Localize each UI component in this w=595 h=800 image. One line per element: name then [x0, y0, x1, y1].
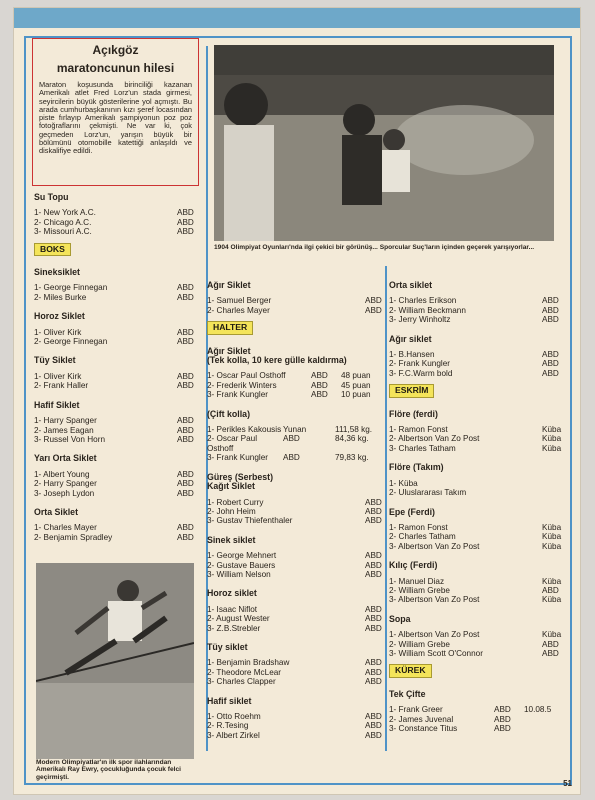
- halter-agir-title: Ağır Siklet: [207, 345, 251, 356]
- orta-title: Orta Siklet: [34, 506, 79, 517]
- result-row: 1- Charles Mayer ABD: [34, 523, 194, 533]
- epe-title: Epe (Ferdi): [389, 506, 435, 517]
- result-row: 3- William Scott O'Connor ABD: [389, 648, 559, 658]
- result-row: 1- Oliver Kirk ABD: [34, 327, 194, 337]
- result-row: 1- Frank Greer ABD 10.08.5: [389, 705, 552, 715]
- gures-title: Güreş (Serbest): [207, 471, 273, 482]
- result-row: 1- Albertson Van Zo Post Küba: [389, 630, 562, 640]
- result-row: 2- Harry Spanger ABD: [34, 479, 194, 489]
- result-row: 2- John Heim ABD: [207, 506, 382, 516]
- result-row: 3- Z.B.Strebler ABD: [207, 623, 382, 633]
- result-row: 2- Charles Mayer ABD: [207, 305, 382, 315]
- agir-title: Ağır siklet: [389, 333, 432, 344]
- result-row: 2- George Finnegan ABD: [34, 337, 194, 347]
- yari-orta-title: Yarı Orta Siklet: [34, 453, 97, 464]
- result-row: 1- Manuel Diaz Küba: [389, 576, 562, 586]
- intro-title-2: maratoncunun hilesi: [56, 61, 175, 75]
- result-row: 2- Frank Haller ABD: [34, 381, 194, 391]
- hafif-title: Hafif Siklet: [34, 399, 80, 410]
- column-2: [207, 271, 387, 740]
- result-row: 1- Perikles Kakousis Yunan 111,58 kg.: [207, 425, 373, 435]
- photo-ewry-illustration: [36, 563, 194, 759]
- result-row: 1- Küba: [389, 478, 418, 488]
- result-row: 1- George Finnegan ABD: [34, 283, 194, 293]
- eskrim-badge: ESKRİM: [389, 384, 434, 397]
- result-row: 2- Miles Burke ABD: [34, 292, 194, 302]
- photo-ray-ewry: [36, 563, 194, 759]
- result-row: 2- Charles Tatham Küba: [389, 532, 562, 542]
- result-row: 3- Charles Clapper ABD: [207, 677, 382, 687]
- result-row: 3- William Nelson ABD: [207, 569, 382, 579]
- result-row: 3- Frank Kungler ABD 10 puan: [207, 390, 371, 400]
- result-row: 3- Constance Titus ABD: [389, 724, 511, 733]
- photo-1904-illustration: [214, 45, 554, 241]
- gures-tuy-title: Tüy siklet: [207, 641, 248, 652]
- flore-title: Flöre (ferdi): [389, 408, 438, 419]
- result-row: 3- Frank Kungler ABD 79,83 kg.: [207, 453, 369, 463]
- result-row: 3- Gustav Thiefenthaler ABD: [207, 516, 382, 526]
- result-row: 1- George Mehnert ABD: [207, 551, 382, 561]
- right-rule: [570, 36, 572, 784]
- result-row: 1- Samuel Berger ABD: [207, 296, 382, 306]
- result-row: 1- Otto Roehm ABD: [207, 712, 382, 721]
- result-row: 3- Missouri A.C. ABD: [34, 227, 194, 237]
- result-row: 1- Ramon Fonst Küba: [389, 425, 562, 435]
- bottom-rule: [24, 783, 572, 785]
- left-rule: [24, 36, 26, 784]
- result-row: 2- Oscar Paul Osthoff ABD 84,36 kg.: [207, 434, 369, 453]
- result-row: 3- Albert Zirkel ABD: [207, 730, 382, 740]
- result-row: 2- William Grebe ABD: [389, 585, 559, 595]
- halter-agir-subtitle: (Tek kolla, 10 kere gülle kaldırma): [207, 355, 347, 366]
- orta-title: Orta siklet: [389, 280, 433, 290]
- cift-kol-title: (Çift kolla): [207, 408, 251, 419]
- result-row: 1- Charles Erikson ABD: [389, 296, 559, 306]
- tuy-title: Tüy Siklet: [34, 355, 76, 366]
- result-row: 2- Frederik Winters ABD 45 puan: [207, 380, 371, 390]
- result-row: 3- Russel Von Horn ABD: [34, 434, 194, 444]
- intro-box: [32, 38, 199, 186]
- intro-text: Maraton koşusunda birinciliği kazanan Amerikalı atlet Fred Lorz'un stada girmesi, seyircilerin büyük gösterilerine yol açmıştı. Bu arada cumhurbaşkanının kızı şeref locasından piste fırlayıp Amerikalı şampiyonun poz poz fotoğraflarını çekmişti. Ne var ki, çok geçmeden Lorz'un, yarışın büyük bir bölümünü otomobille katettiği anlaşıldı ve diskalifiye edildi.: [39, 80, 192, 156]
- result-row: 2- Uluslararası Takım: [389, 488, 467, 498]
- tek-cifte-title: Tek Çifte: [389, 688, 426, 699]
- result-row: 1- B.Hansen ABD: [389, 350, 559, 360]
- result-row: 1- Oscar Paul Osthoff ABD 48 puan: [207, 371, 371, 381]
- result-row: 1- Albert Young ABD: [34, 469, 194, 479]
- result-row: 2- August Wester ABD: [207, 614, 382, 624]
- result-row: 3- Albertson Van Zo Post Küba: [389, 595, 562, 605]
- photo-1904-race: [214, 45, 554, 241]
- result-row: 2- William Grebe ABD: [389, 639, 559, 649]
- result-row: 1- New York A.C. ABD: [34, 208, 194, 218]
- result-row: 2- William Beckmann ABD: [389, 305, 559, 315]
- kilic-title: Kılıç (Ferdi): [389, 560, 438, 571]
- sopa-title: Sopa: [389, 613, 411, 624]
- result-row: 1- Robert Curry ABD: [207, 497, 382, 507]
- gures-kagit-title: Kağıt Siklet: [207, 481, 255, 492]
- column-3: [389, 271, 564, 733]
- su-topu-title: Su Topu: [34, 192, 69, 202]
- result-row: 2- Frank Kungler ABD: [389, 359, 559, 369]
- result-row: 2- James Juvenal ABD: [389, 714, 511, 724]
- gures-sinek-title: Sinek siklet: [207, 534, 256, 545]
- result-row: 3- Joseph Lydon ABD: [34, 488, 194, 498]
- boks-badge: BOKS: [34, 243, 71, 256]
- result-row: 2- James Eagan ABD: [34, 425, 194, 435]
- agir-title: Ağır Siklet: [207, 280, 251, 290]
- result-row: 3- F.C.Warm bold ABD: [389, 368, 559, 378]
- result-row: 3- Albertson Van Zo Post Küba: [389, 541, 562, 551]
- result-row: 3- Charles Tatham Küba: [389, 443, 562, 453]
- horoz-title: Horoz Siklet: [34, 311, 85, 322]
- flore-takim-title: Flöre (Takım): [389, 462, 444, 473]
- result-row: 1- Benjamin Bradshaw ABD: [207, 658, 382, 668]
- result-row: 2- Chicago A.C. ABD: [34, 217, 194, 227]
- gures-hafif-title: Hafif siklet: [207, 695, 252, 706]
- result-row: 2- R.Tesing ABD: [207, 721, 382, 731]
- page-number: 51: [563, 779, 572, 788]
- result-row: 1- Isaac Niflot ABD: [207, 604, 382, 614]
- result-row: 2- Gustave Bauers ABD: [207, 560, 382, 570]
- result-row: 2- Theodore McLear ABD: [207, 667, 382, 677]
- result-row: 1- Harry Spanger ABD: [34, 416, 194, 426]
- result-row: 1- Ramon Fonst Küba: [389, 522, 562, 532]
- magazine-page: [14, 8, 580, 794]
- halter-badge: HALTER: [207, 321, 253, 334]
- result-row: 2- Benjamin Spradley ABD: [34, 532, 194, 542]
- column-1: [34, 183, 199, 542]
- gures-horoz-title: Horoz siklet: [207, 588, 257, 599]
- intro-title-1: Açıkgöz: [92, 43, 139, 57]
- photo-1904-caption: 1904 Olimpiyat Oyunları'nda ilgi çekici bir görünüş... Sporcular Suç'ların içinden geçerek yarışıyorlar...: [214, 244, 535, 251]
- kurek-badge: KÜREK: [389, 664, 432, 677]
- sinek-title: Sineksiklet: [34, 267, 80, 278]
- result-row: 2- Albertson Van Zo Post Küba: [389, 434, 562, 444]
- photo-ewry-caption: Modern Olimpiyatlar'ın ilk spor ilahlarından Amerikalı Ray Ewry, çocukluğunda çocuk felci geçirmişti.: [36, 759, 181, 781]
- result-row: 1- Oliver Kirk ABD: [34, 371, 194, 381]
- top-banner: [14, 8, 580, 28]
- result-row: 3- Jerry Winholtz ABD: [389, 315, 559, 325]
